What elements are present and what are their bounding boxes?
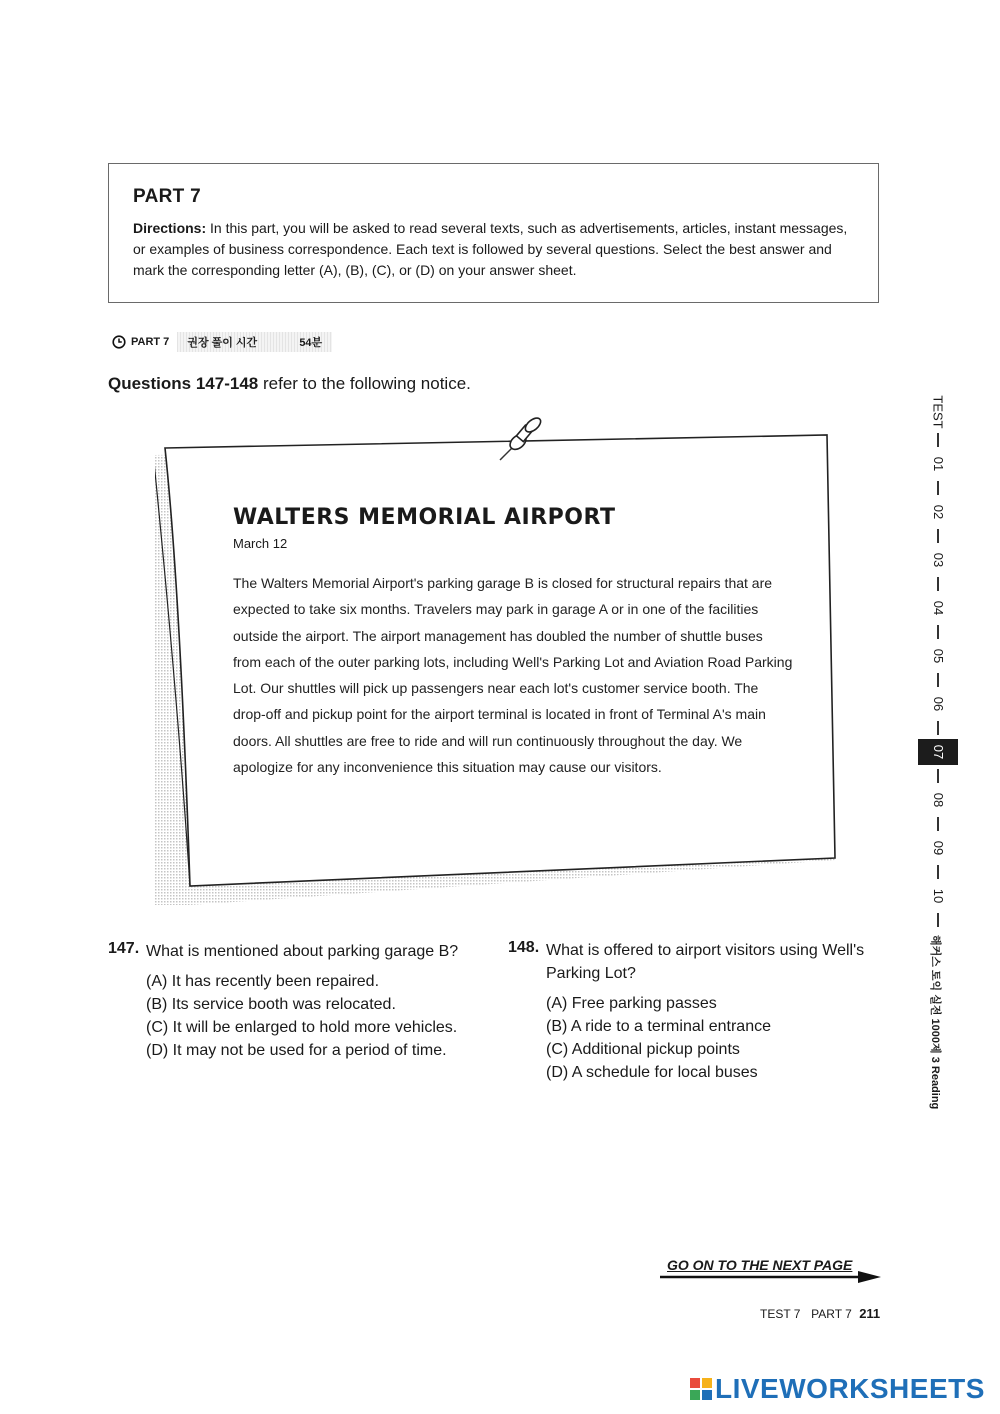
side-tab-06: 06	[931, 696, 946, 712]
answer-options	[546, 992, 868, 1084]
notice-date: March 12	[233, 536, 288, 551]
brand-grid-icon	[690, 1378, 712, 1400]
directions-label: Directions:	[133, 220, 207, 236]
notice-body: The Walters Memorial Airport's parking garage B is closed for structural repairs that are expected to take six months. Travelers may park in garage A or in one of the facilities outside the airport. The airport management has doubled the number of shuttle buses from each of the outer parking lots, including Well's Parking Lot and Aviation Road Parking Lot. Our shuttles will pick up passengers near each lot's customer service booth. The drop-off and pickup point for the airport terminal is located in front of Terminal A's main doors. All shuttles are free to ride and will run continuously throughout the day. We apologize for any inconvenience this situation may cause our visitors.	[233, 575, 793, 776]
tab-divider	[937, 433, 939, 447]
option-c[interactable]: (C) It will be enlarged to hold more vehicles.	[146, 1019, 458, 1036]
next-page-label: GO ON TO THE NEXT PAGE	[667, 1257, 853, 1273]
questions-intro	[108, 374, 471, 394]
question-number: 148.	[508, 939, 540, 956]
notice-content	[233, 505, 793, 780]
recommended-time	[112, 332, 332, 352]
tab-divider	[937, 913, 939, 927]
option-d[interactable]: (D) It may not be used for a period of time.	[146, 1042, 447, 1059]
side-tab-09: 09	[931, 840, 946, 856]
clock-icon	[112, 335, 126, 349]
option-d[interactable]: (D) A schedule for local buses	[546, 1064, 758, 1081]
notice-title: WALTERS MEMORIAL AIRPORT	[233, 505, 616, 530]
timer-minutes: 54분	[299, 337, 323, 349]
pushpin-icon	[490, 412, 550, 472]
tab-divider	[937, 529, 939, 543]
arrow-right-icon	[660, 1270, 882, 1284]
side-tab-10: 10	[931, 888, 946, 904]
side-tab-02: 02	[931, 504, 946, 520]
tab-divider	[937, 817, 939, 831]
side-tab-03: 03	[931, 552, 946, 568]
question-number: 147.	[108, 940, 140, 957]
brand-name: LIVEWORKSHEETS	[715, 1373, 985, 1404]
side-tabs	[918, 395, 958, 1110]
side-book-title: 해커스 토익 실전 1000제 3 Reading	[929, 935, 941, 1110]
page-number: 211	[859, 1306, 881, 1321]
directions-body: In this part, you will be asked to read several texts, such as advertisements, articles, instant messages, or examples of business correspondence. Each text is followed by several questions. Select the best answer and mark the corresponding letter (A), (B), (C), or (D) on your answer sheet.	[133, 220, 848, 278]
side-tab-04: 04	[931, 600, 946, 616]
tab-divider	[937, 577, 939, 591]
intro-text: refer to the following notice.	[262, 374, 471, 393]
timer-label: 권장 풀이 시간	[187, 337, 258, 349]
tab-divider	[937, 865, 939, 879]
tab-divider	[937, 721, 939, 735]
brand-logo[interactable]	[690, 1373, 985, 1405]
question-147	[108, 940, 498, 1062]
notice	[155, 430, 845, 920]
side-tab-05: 05	[931, 648, 946, 664]
part-title: PART 7	[133, 186, 201, 207]
option-c[interactable]: (C) Additional pickup points	[546, 1041, 740, 1058]
tab-divider	[937, 673, 939, 687]
tab-divider	[937, 625, 939, 639]
side-tab-01: 01	[931, 456, 946, 472]
answer-options	[146, 970, 498, 1062]
footer-part: PART 7	[811, 1307, 852, 1321]
directions-box	[108, 163, 879, 303]
footer-test: TEST 7	[760, 1307, 801, 1321]
option-a[interactable]: (A) Free parking passes	[546, 995, 717, 1012]
question-text: What is offered to airport visitors using Well's Parking Lot?	[546, 942, 865, 982]
tab-divider	[937, 769, 939, 783]
timer-shade	[177, 332, 332, 352]
option-b[interactable]: (B) Its service booth was relocated.	[146, 996, 396, 1013]
tab-divider	[937, 481, 939, 495]
option-b[interactable]: (B) A ride to a terminal entrance	[546, 1018, 771, 1035]
side-tab-08: 08	[931, 792, 946, 808]
option-a[interactable]: (A) It has recently been repaired.	[146, 973, 380, 990]
side-tab-test-label: TEST	[930, 395, 946, 429]
question-text: What is mentioned about parking garage B?	[146, 943, 459, 960]
page-footer	[760, 1306, 880, 1321]
question-range: Questions 147-148	[108, 374, 259, 393]
question-148	[508, 939, 868, 1084]
side-tab-07: 07	[918, 739, 958, 765]
timer-part-label: PART 7	[131, 336, 170, 348]
directions-text	[133, 218, 854, 281]
